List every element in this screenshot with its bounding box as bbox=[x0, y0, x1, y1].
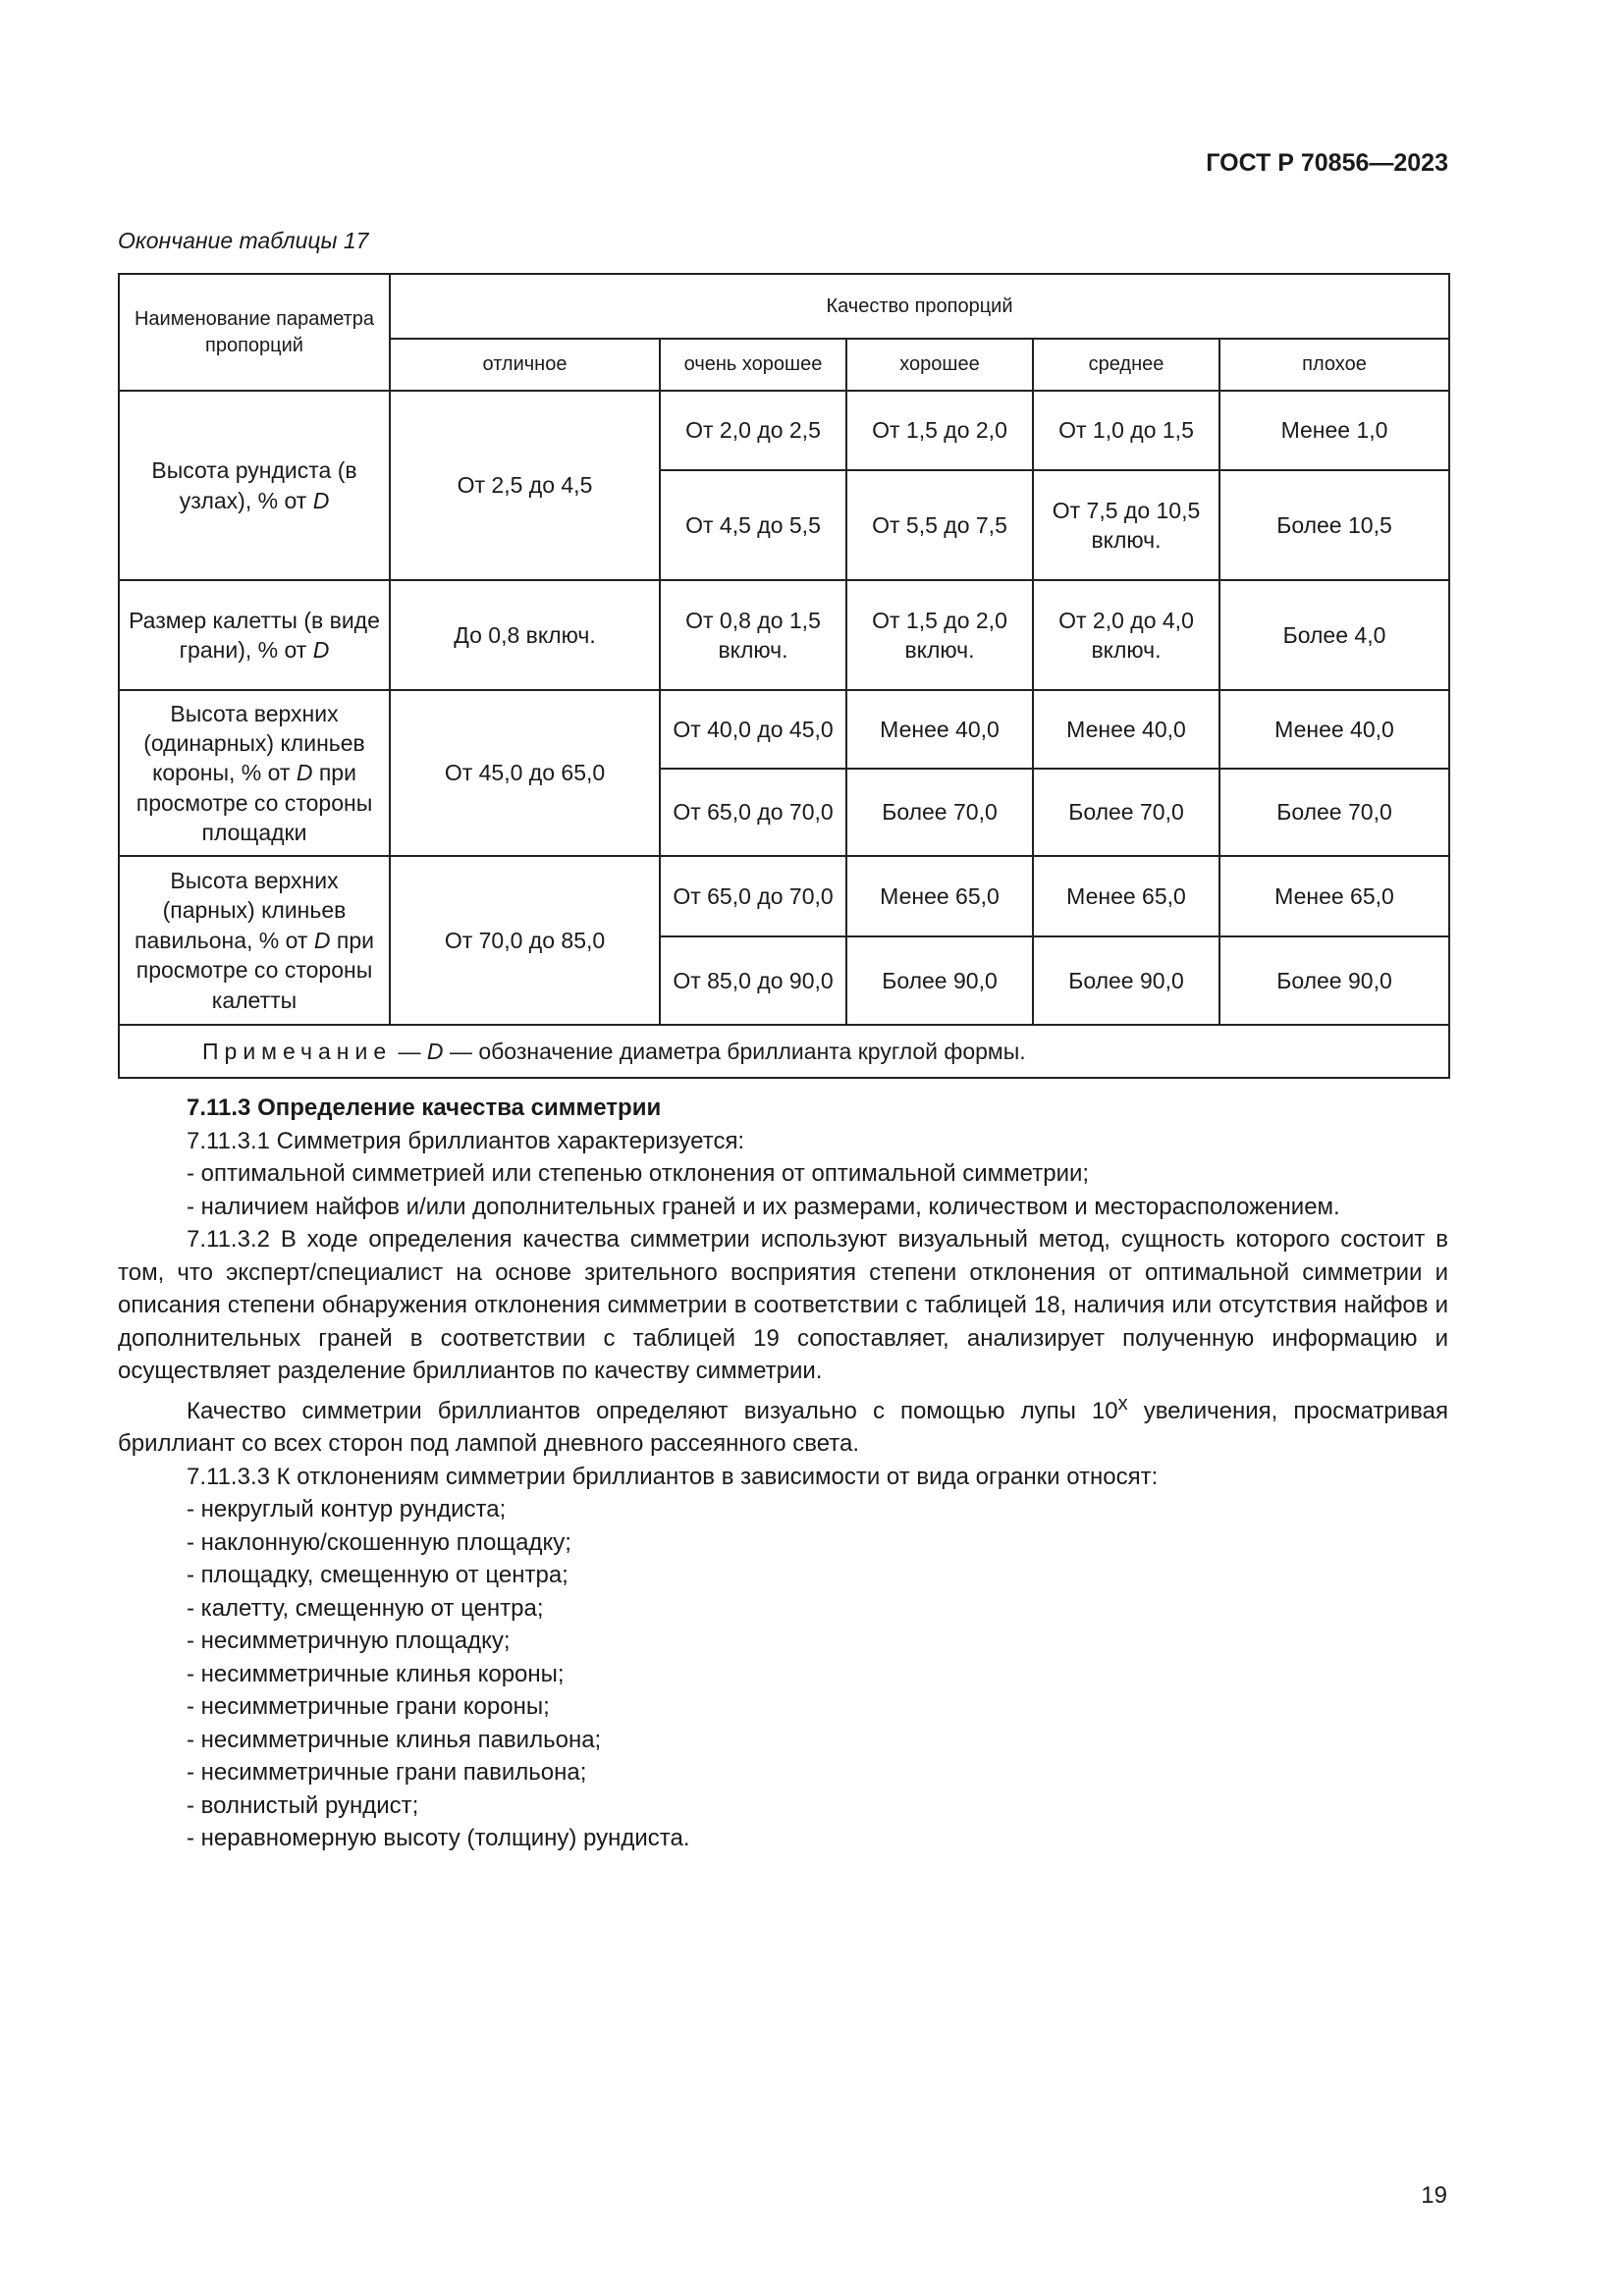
table-cell: От 65,0 до 70,0 bbox=[660, 856, 846, 936]
row-label-pavilion bbox=[119, 856, 390, 1025]
row-label-var: D bbox=[312, 637, 330, 663]
col-header-poor: плохое bbox=[1219, 339, 1449, 391]
row-label-text: Высота верхних (парных) клиньев павильона, % от bbox=[135, 868, 347, 953]
table-cell: Более 90,0 bbox=[1219, 936, 1449, 1025]
note-text: — обозначение диаметра бриллианта круглой формы. bbox=[449, 1038, 1026, 1064]
row-label-girdle bbox=[119, 391, 390, 580]
table-caption bbox=[118, 228, 368, 254]
list-item: - неравномерную высоту (толщину) рундиста. bbox=[187, 1825, 690, 1851]
paragraph: 7.11.3.3 К отклонениям симметрии бриллиантов в зависимости от вида огранки относят: bbox=[187, 1463, 1159, 1490]
table-row bbox=[119, 856, 1449, 936]
paragraph-text: Качество симметрии бриллиантов определяют визуально с помощью лупы 10 bbox=[187, 1397, 1118, 1424]
table-cell: Менее 40,0 bbox=[846, 690, 1033, 769]
table-cell: От 0,8 до 1,5 включ. bbox=[660, 580, 846, 690]
note-var: D bbox=[426, 1038, 444, 1064]
col-header-excellent: отличное bbox=[390, 339, 660, 391]
row-label-var: D bbox=[296, 760, 313, 786]
col-header-very-good: очень хорошее bbox=[660, 339, 846, 391]
paragraph: 7.11.3.2 В ходе определения качества симметрии используют визуальный метод, сущность которого состоит в том, что эксперт/специалист на основе зрительного восприятия степени отклонения от оптимальной симметрии и описания степени обнаружения отклонения симметрии в соответствии с таблицей 18, наличия или отсутствия найфов и дополнительных граней в соответствии с таблицей 19 сопоставляет, анализирует полученную информацию и осуществляет разделение бриллиантов по качеству симметрии. bbox=[118, 1226, 1448, 1384]
proportions-table bbox=[118, 273, 1450, 1079]
paragraph-superscript: х bbox=[1117, 1392, 1128, 1415]
row-label-var: D bbox=[313, 927, 331, 953]
table-cell: От 2,0 до 2,5 bbox=[660, 391, 846, 470]
row-label-text: Высота рундиста (в узлах), % от bbox=[151, 457, 357, 513]
col-header-good: хорошее bbox=[846, 339, 1033, 391]
section-body bbox=[118, 1092, 1448, 1855]
table-cell: От 2,0 до 4,0 включ. bbox=[1033, 580, 1219, 690]
table-cell: От 65,0 до 70,0 bbox=[660, 769, 846, 856]
table-cell: От 4,5 до 5,5 bbox=[660, 470, 846, 580]
table-cell: Более 70,0 bbox=[846, 769, 1033, 856]
col-header-fair: среднее bbox=[1033, 339, 1219, 391]
list-item: - несимметричные клинья короны; bbox=[187, 1660, 565, 1687]
list-item: - некруглый контур рундиста; bbox=[187, 1496, 507, 1522]
document-id: ГОСТ Р 70856—2023 bbox=[1206, 149, 1448, 177]
table-cell: От 1,5 до 2,0 включ. bbox=[846, 580, 1033, 690]
note-label: Примечание bbox=[202, 1038, 393, 1064]
list-item: - несимметричные клинья павильона; bbox=[187, 1726, 602, 1753]
row-label-culet bbox=[119, 580, 390, 690]
table-cell: От 85,0 до 90,0 bbox=[660, 936, 846, 1025]
table-header-row bbox=[119, 274, 1449, 339]
pavilion-excellent: От 70,0 до 85,0 bbox=[390, 856, 660, 1025]
list-item: - несимметричные грани короны; bbox=[187, 1693, 550, 1720]
table-note-row bbox=[119, 1025, 1449, 1078]
row-label-text: Размер калетты (в виде грани), % от bbox=[129, 607, 380, 663]
table-cell: Менее 40,0 bbox=[1219, 690, 1449, 769]
list-item: - несимметричные грани павильона; bbox=[187, 1759, 587, 1786]
table-cell: Менее 65,0 bbox=[1033, 856, 1219, 936]
row-label-text: при просмотре со стороны калетты bbox=[135, 927, 374, 1013]
table-row bbox=[119, 690, 1449, 769]
table-cell: Менее 65,0 bbox=[846, 856, 1033, 936]
paragraph-text: увеличения, просматривая бриллиант со всех сторон под лампой дневного рассеянного света. bbox=[118, 1397, 1448, 1457]
table-row bbox=[119, 391, 1449, 470]
table-cell: От 5,5 до 7,5 bbox=[846, 470, 1033, 580]
table-row bbox=[119, 580, 1449, 690]
row-label-var: D bbox=[312, 487, 330, 513]
paragraph: 7.11.3.1 Симметрия бриллиантов характеризуется: bbox=[187, 1127, 745, 1154]
section-heading: 7.11.3 Определение качества симметрии bbox=[187, 1095, 662, 1121]
row-label-text: Высота верхних (одинарных) клиньев короны, % от bbox=[143, 700, 365, 786]
paragraph bbox=[118, 1388, 1448, 1461]
table-cell: Менее 1,0 bbox=[1219, 391, 1449, 470]
table-cell: От 40,0 до 45,0 bbox=[660, 690, 846, 769]
culet-excellent: До 0,8 включ. bbox=[390, 580, 660, 690]
list-item: - волнистый рундист; bbox=[187, 1791, 419, 1819]
table-cell: Более 70,0 bbox=[1219, 769, 1449, 856]
list-item: - оптимальной симметрией или степенью отклонения от оптимальной симметрии; bbox=[187, 1160, 1090, 1187]
row-label-crown bbox=[119, 690, 390, 856]
list-item: - наклонную/скошенную площадку; bbox=[187, 1528, 571, 1556]
table-cell: От 1,5 до 2,0 bbox=[846, 391, 1033, 470]
caption-number: 17 bbox=[343, 228, 369, 253]
table-cell: Более 70,0 bbox=[1033, 769, 1219, 856]
table-cell: От 1,0 до 1,5 bbox=[1033, 391, 1219, 470]
list-item: - несимметричную площадку; bbox=[187, 1628, 511, 1654]
caption-prefix: Окончание таблицы bbox=[118, 228, 338, 253]
list-item: - наличием найфов и/или дополнительных граней и их размерами, количеством и месторасположением. bbox=[187, 1193, 1340, 1220]
table-cell: Более 90,0 bbox=[1033, 936, 1219, 1025]
list-item: - калетту, смещенную от центра; bbox=[187, 1594, 544, 1622]
table-cell: Менее 40,0 bbox=[1033, 690, 1219, 769]
list-item: - площадку, смещенную от центра; bbox=[187, 1562, 568, 1588]
table-cell: Менее 65,0 bbox=[1219, 856, 1449, 936]
note-dash: — bbox=[398, 1038, 421, 1064]
table-cell: От 7,5 до 10,5 включ. bbox=[1033, 470, 1219, 580]
table-cell: Более 10,5 bbox=[1219, 470, 1449, 580]
quality-group-header: Качество пропорций bbox=[390, 274, 1449, 339]
page-number: 19 bbox=[1421, 2182, 1447, 2209]
row-label-text: при просмотре со стороны площадки bbox=[135, 760, 373, 846]
param-header-cell: Наименование параметра пропорций bbox=[119, 274, 390, 391]
table-cell: Более 90,0 bbox=[846, 936, 1033, 1025]
girdle-excellent: От 2,5 до 4,5 bbox=[390, 391, 660, 580]
table-note bbox=[119, 1025, 1449, 1078]
crown-excellent: От 45,0 до 65,0 bbox=[390, 690, 660, 856]
table-cell: Более 4,0 bbox=[1219, 580, 1449, 690]
